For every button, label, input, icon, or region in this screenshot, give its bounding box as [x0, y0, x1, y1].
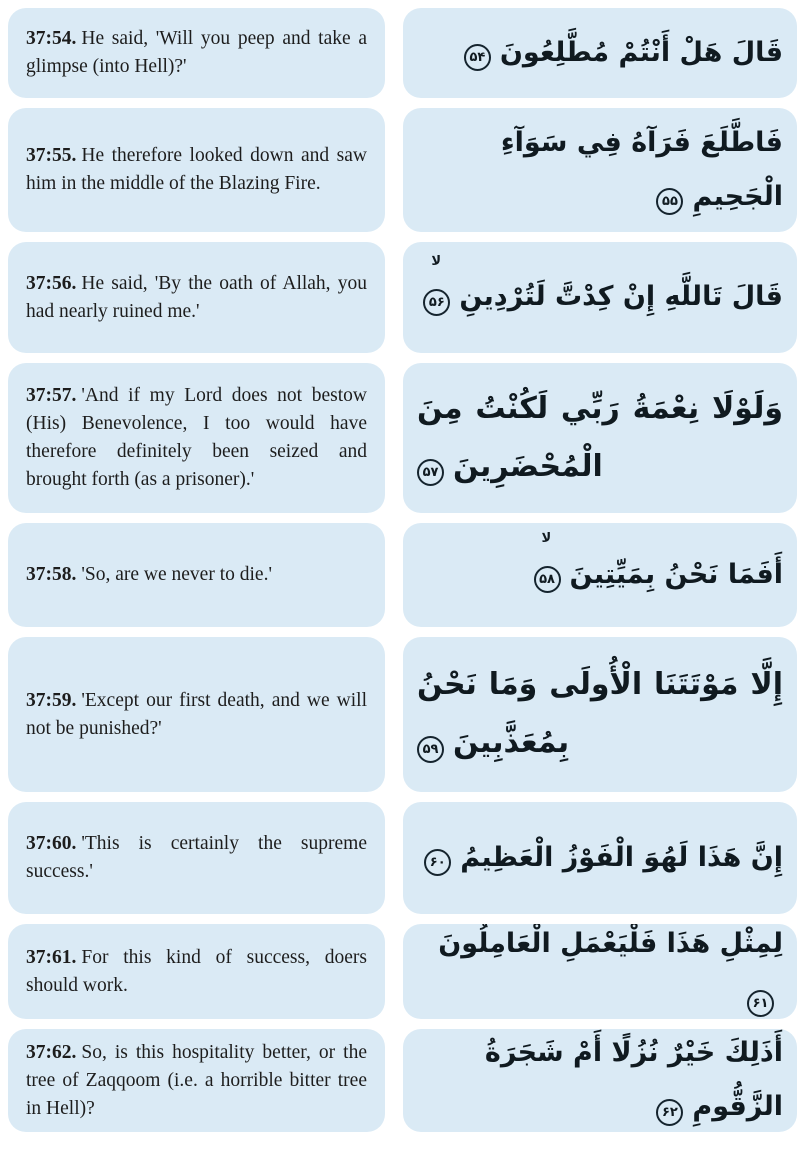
arabic-box — [403, 523, 797, 627]
ayah-marker — [656, 1081, 683, 1132]
verse-ref: 37:56. — [26, 272, 77, 294]
translation-text — [8, 270, 385, 326]
ayah-marker — [417, 715, 444, 773]
translation-text — [8, 382, 385, 494]
translation-body: For this kind of success, doers should work. — [26, 946, 367, 996]
arabic-box — [403, 242, 797, 353]
ayah-marker — [417, 438, 444, 496]
ayah-marker — [534, 531, 561, 602]
arabic-verse-text — [403, 831, 797, 886]
translation-body: 'Except our first death, and we will not be punished?' — [26, 689, 367, 739]
translation-box — [8, 523, 385, 627]
verse-row — [8, 363, 797, 513]
ayah-number: ۵۷ — [417, 459, 444, 486]
arabic-verse-text — [403, 924, 797, 1019]
ayah-marker — [747, 972, 774, 1019]
arabic-words: وَلَوْلَا نِعْمَةُ رَبِّي لَكُنْتُ مِنَ الْمُحْضَرِينَ — [417, 390, 783, 484]
verse-row — [8, 8, 797, 98]
verse-row — [8, 924, 797, 1019]
verse-ref: 37:58. — [26, 564, 77, 585]
arabic-verse-text — [403, 116, 797, 225]
translation-body: So, is this hospitality better, or the tree of Zaqqoom (i.e. a horrible bitter tree in Hell)? — [26, 1041, 367, 1119]
arabic-words: لِمِثْلِ هَذَا فَلْيَعْمَلِ الْعَامِلُونَ — [438, 928, 783, 960]
ayah-marker — [656, 170, 683, 224]
translation-body: He therefore looked down and saw him in the middle of the Blazing Fire. — [26, 145, 367, 194]
ayah-number: ۶۲ — [656, 1099, 683, 1126]
ayah-number: ۵۸ — [534, 566, 561, 593]
translation-box — [8, 363, 385, 513]
ayah-number: ۵۵ — [656, 188, 683, 215]
verse-row — [8, 1029, 797, 1132]
ayah-number: ۶۱ — [747, 990, 774, 1017]
ayah-number: ۵۴ — [464, 44, 491, 71]
ayah-marker — [423, 253, 450, 325]
arabic-words: قَالَ تَاللَّهِ إِنْ كِدْتَّ لَتُرْدِينِ — [459, 281, 783, 313]
verse-ref: 37:62. — [26, 1041, 77, 1063]
verse-ref: 37:54. — [26, 28, 77, 49]
verse-row — [8, 108, 797, 232]
arabic-verse-text — [403, 1029, 797, 1132]
verse-ref: 37:55. — [26, 145, 77, 166]
ayah-number: ۵۹ — [417, 736, 444, 763]
arabic-words: أَفَمَا نَحْنُ بِمَيِّتِينَ — [569, 558, 783, 590]
arabic-box — [403, 637, 797, 792]
translation-text — [8, 561, 385, 589]
translation-text — [8, 1039, 385, 1123]
verse-ref: 37:59. — [26, 689, 77, 711]
page — [8, 8, 797, 1132]
arabic-verse-text — [403, 26, 797, 81]
translation-box — [8, 924, 385, 1019]
translation-text — [8, 687, 385, 743]
arabic-words: أَذَلِكَ خَيْرٌ نُزُلًا أَمْ شَجَرَةُ الزَّقُّومِ — [484, 1037, 783, 1123]
verse-ref: 37:60. — [26, 833, 77, 854]
arabic-words: إِلَّا مَوْتَتَنَا الْأُولَى وَمَا نَحْنُ بِمُعَذَّبِينَ — [417, 667, 783, 761]
stop-sign: لا — [541, 531, 552, 547]
ayah-marker — [464, 26, 491, 80]
verse-ref: 37:57. — [26, 385, 77, 406]
arabic-verse-text — [403, 531, 797, 603]
verse-row — [8, 637, 797, 792]
translation-box — [8, 637, 385, 792]
arabic-verse-text — [403, 656, 797, 773]
translation-text — [8, 944, 385, 1000]
arabic-box — [403, 924, 797, 1019]
translation-body: 'This is certainly the supreme success.' — [26, 833, 367, 882]
verse-row — [8, 802, 797, 914]
translation-box — [8, 8, 385, 98]
arabic-words: إِنَّ هَذَا لَهُوَ الْفَوْزُ الْعَظِيمُ — [460, 841, 783, 873]
arabic-box — [403, 1029, 797, 1132]
arabic-verse-text — [403, 380, 797, 497]
translation-box — [8, 1029, 385, 1132]
arabic-words: قَالَ هَلْ أَنْتُمْ مُطَّلِعُونَ — [499, 36, 783, 68]
translation-text — [8, 25, 385, 81]
ayah-marker — [424, 831, 451, 885]
stop-sign: لا — [431, 253, 442, 269]
ayah-number: ۵۶ — [423, 289, 450, 316]
translation-box — [8, 108, 385, 232]
arabic-box — [403, 802, 797, 914]
arabic-verse-text — [403, 253, 797, 325]
arabic-box — [403, 8, 797, 98]
verse-ref: 37:61. — [26, 946, 77, 968]
translation-body: 'So, are we never to die.' — [81, 564, 272, 585]
ayah-number: ۶۰ — [424, 849, 451, 876]
translation-body: He said, 'Will you peep and take a glimpse (into Hell)?' — [26, 28, 367, 77]
arabic-words: فَاطَّلَعَ فَرَآهُ فِي سَوَآءِ الْجَحِيمِ — [500, 126, 783, 212]
translation-text — [8, 830, 385, 886]
verse-row — [8, 523, 797, 627]
translation-box — [8, 802, 385, 914]
arabic-box — [403, 108, 797, 232]
translation-box — [8, 242, 385, 353]
translation-text — [8, 142, 385, 198]
translation-body: 'And if my Lord does not bestow (His) Benevolence, I too would have therefore definitely been seized and brought forth (as a prisoner).' — [26, 385, 367, 490]
arabic-box — [403, 363, 797, 513]
verse-row — [8, 242, 797, 353]
translation-body: He said, 'By the oath of Allah, you had nearly ruined me.' — [26, 272, 367, 322]
